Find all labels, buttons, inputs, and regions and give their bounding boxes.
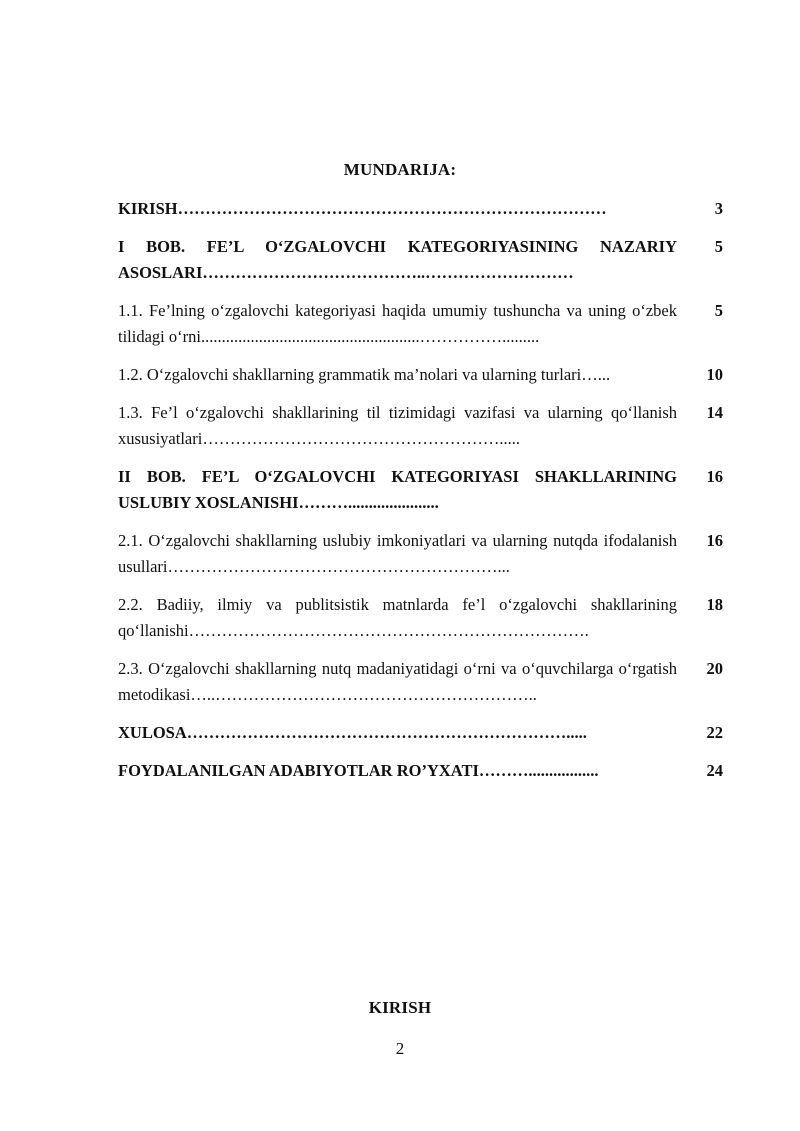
toc-entry-page: 5 xyxy=(714,301,723,320)
toc-entry-label: XULOSA……………………………………………………………..... xyxy=(118,723,587,742)
toc-entry-2-1[interactable] xyxy=(118,528,723,580)
toc-entry-label: 1.3. Fe’l o‘zgalovchi shakllarining til tizimidagi vazifasi va ularning qo‘llanish xususiyatlari………………………………………………..... xyxy=(118,403,677,448)
toc-entry-page: 20 xyxy=(706,659,723,678)
toc-entry-page: 10 xyxy=(706,365,723,384)
toc-entry-label: 1.2. O‘zgalovchi shakllarning grammatik ma’nolari va ularning turlari…... xyxy=(118,365,611,384)
toc-entry-label: I BOB. FE’L O‘ZGALOVCHI KATEGORIYASINING NAZARIY ASOSLARI…………………………………..……………………… xyxy=(118,237,677,282)
toc-entry-label: FOYDALANILGAN ADABIYOTLAR RO’YXATI………................. xyxy=(118,761,599,780)
section-title-kirish: KIRISH xyxy=(368,998,432,1017)
toc-entry-page: 3 xyxy=(714,199,723,218)
toc-entry-page: 5 xyxy=(714,237,723,256)
page-number: 2 xyxy=(395,1039,405,1058)
toc-entry-page: 16 xyxy=(706,467,723,486)
toc-entry-references[interactable] xyxy=(118,758,723,784)
toc-entry-page: 22 xyxy=(706,723,723,742)
toc-entry-xulosa[interactable] xyxy=(118,720,723,746)
toc-entry-label: 2.3. O‘zgalovchi shakllarning nutq madaniyatidagi o‘rni va o‘quvchilarga o‘rgatish metodikasi…..………………………………………………….. xyxy=(118,659,677,704)
toc-entry-2-3[interactable] xyxy=(118,656,723,708)
toc-entry-label: 2.2. Badiiy, ilmiy va publitsistik matnlarda fe’l o‘zgalovchi shakllarining qo‘llanishi………………………………………………………………. xyxy=(118,595,677,640)
toc-entry-page: 16 xyxy=(706,531,723,550)
toc-entry-label: II BOB. FE’L O‘ZGALOVCHI KATEGORIYASI SHAKLLARINING USLUBIY XOSLANISHI………...................... xyxy=(118,467,677,512)
toc-entry-1-2[interactable] xyxy=(118,362,723,388)
toc-entry-2-2[interactable] xyxy=(118,592,723,644)
toc-entry-page: 18 xyxy=(706,595,723,614)
toc-entry-page: 14 xyxy=(706,403,723,422)
toc-entry-label: KIRISH…………………………………………………………………… xyxy=(118,199,607,218)
toc-entry-chapter-1[interactable] xyxy=(118,234,723,286)
toc-entry-label: 1.1. Fe’lning o‘zgalovchi kategoriyasi haqida umumiy tushuncha va uning o‘zbek tilidagi o‘rni.....................................................……………......... xyxy=(118,301,677,346)
toc-entry-page: 24 xyxy=(706,761,723,780)
toc-title: MUNDARIJA: xyxy=(343,160,457,179)
table-of-contents xyxy=(118,196,723,784)
toc-entry-1-3[interactable] xyxy=(118,400,723,452)
toc-entry-kirish[interactable] xyxy=(118,196,723,222)
toc-entry-label: 2.1. O‘zgalovchi shakllarning uslubiy imkoniyatlari va ularning nutqda ifodalanish usullari……………………………………………………... xyxy=(118,531,677,576)
toc-entry-chapter-2[interactable] xyxy=(118,464,723,516)
toc-entry-1-1[interactable] xyxy=(118,298,723,350)
